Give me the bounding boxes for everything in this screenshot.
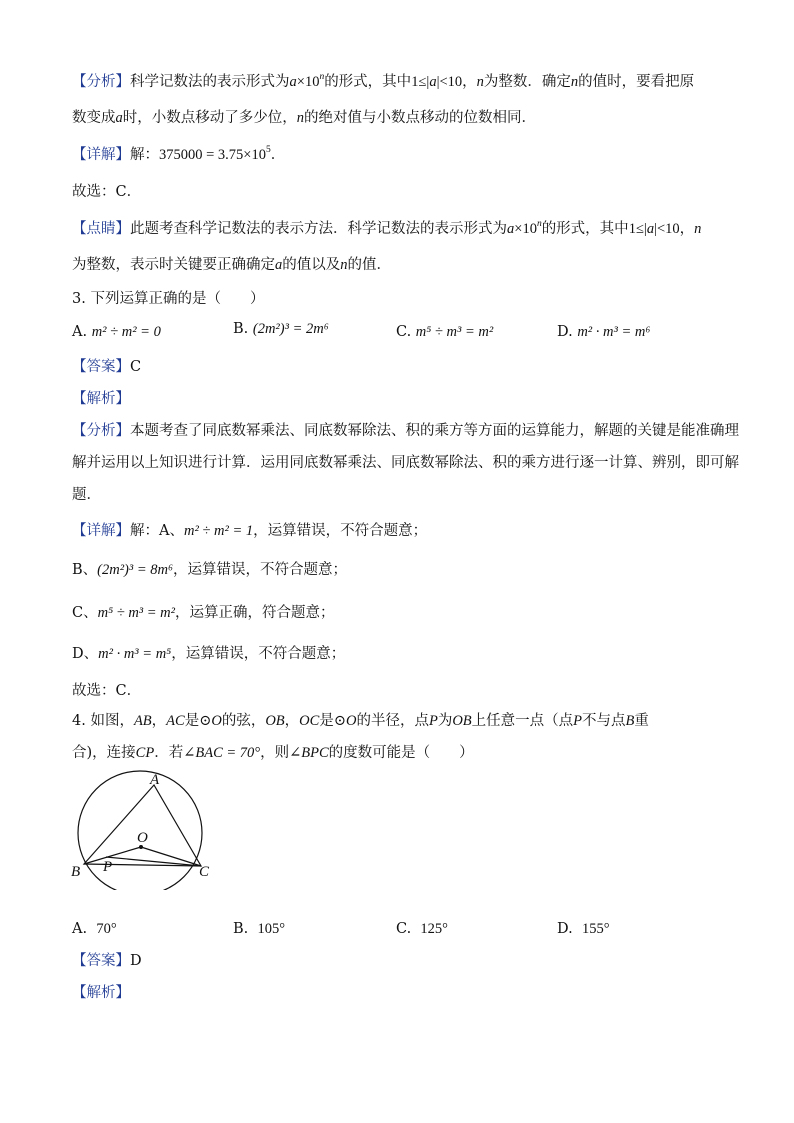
q2-choose: 故选：C． — [72, 184, 142, 200]
q2-analysis-line1: 【分析】科学记数法的表示形式为$a\times 10^n$的形式，其中1≤|a|<10，n为整数．确定n的值时，要看把原 — [72, 72, 695, 90]
q3-choose: 故选：C． — [72, 683, 142, 699]
q4-answer: 【答案】D — [72, 953, 142, 969]
q3-option-a-math: m² ÷ m² = 0 — [91, 324, 161, 340]
q3-detail-d: D、m² · m³ = m⁵，运算错误，不符合题意； — [72, 646, 346, 662]
q3-analysis-line1: 【分析】本题考查了同底数幂乘法、同底数幂除法、积的乘方等方面的运算能力，解题的关键是能准确理 — [72, 423, 739, 439]
label-p: P — [103, 859, 113, 875]
q4-stem-line1: 4. 如图，AB，AC是⊙O的弦，OB，OC是⊙O的半径，点P为OB上任意一点（点P不与点B重 — [72, 713, 649, 729]
q3-option-a: A. m² ÷ m² = 0 — [72, 324, 161, 340]
q4-option-a: A. 70° — [72, 921, 117, 937]
detail-tag: 【详解】 — [72, 147, 130, 163]
q3-option-b: B. (2m²)³ = 2m⁶ — [233, 321, 329, 337]
triangle-abc — [84, 785, 201, 866]
q3-option-d: D. m² · m³ = m⁶ — [557, 324, 651, 340]
analysis-tag: 【分析】 — [72, 74, 130, 90]
q3-detail-c: C、m⁵ ÷ m³ = m²，运算正确，符合题意； — [72, 605, 335, 621]
label-b: B — [71, 864, 81, 880]
q3-option-b-math: (2m²)³ = 2m⁶ — [252, 321, 329, 337]
q4-explain-tag: 【解析】 — [72, 985, 130, 1001]
label-a: A — [150, 772, 160, 788]
q3-analysis-line2: 解并运用以上知识进行计算．运用同底数幂乘法、同底数幂除法、积的乘方进行逐一计算、辨别，即可解 — [72, 455, 739, 471]
q3-detail-b: B、(2m²)³ = 8m⁶，运算错误，不符合题意； — [72, 562, 348, 578]
q2-comment-line2: 为整数，表示时关键要正确确定a的值以及n的值． — [72, 257, 391, 273]
q4-stem-line2: 合)，连接CP．若∠BAC = 70°，则∠BPC的度数可能是（ ） — [72, 745, 474, 761]
q3-stem: 3. 下列运算正确的是（ ） — [72, 291, 265, 307]
answer-tag: 【答案】 — [72, 359, 130, 375]
q3-detail-a: 【详解】解：A、m² ÷ m² = 1，运算错误，不符合题意； — [72, 523, 428, 539]
comment-tag: 【点睛】 — [72, 221, 130, 237]
detail-math: 375000 = 3.75×10 — [159, 147, 266, 163]
segment-ob — [84, 847, 141, 864]
q2-detail: 【详解】解：$375000 = 3.75\times 10^5$． — [72, 145, 286, 163]
q3-analysis-line3: 题． — [72, 487, 101, 503]
q3-option-c: C. m⁵ ÷ m³ = m² — [396, 324, 494, 340]
q4-option-b: B. 105° — [233, 921, 286, 937]
q3-explain-tag: 【解析】 — [72, 391, 130, 407]
circle-geometry-figure — [70, 770, 230, 890]
q2-comment-line1: 【点睛】此题考查科学记数法的表示方法．科学记数法的表示形式为$a\times 10^n$的形式，其中1≤|a|<10，n — [72, 219, 702, 237]
q2-analysis-line2: 数变成a时，小数点移动了多少位，n的绝对值与小数点移动的位数相同． — [72, 110, 536, 126]
sci-form: a — [289, 74, 297, 90]
q4-option-d: D. 155° — [557, 921, 610, 937]
q3-option-c-math: m⁵ ÷ m³ = m² — [415, 324, 494, 340]
q4-option-c: C. 125° — [396, 921, 448, 937]
q3-option-d-math: m² · m³ = m⁶ — [577, 324, 651, 340]
q3-answer: 【答案】C — [72, 359, 142, 375]
label-c: C — [199, 864, 210, 880]
label-o: O — [137, 830, 148, 846]
